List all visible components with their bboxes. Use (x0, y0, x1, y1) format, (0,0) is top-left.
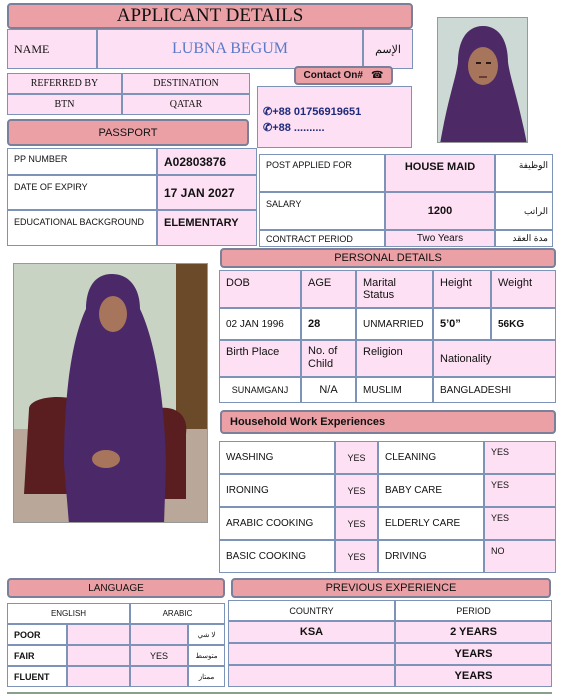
contact-label: Contact On# (303, 70, 363, 81)
marital-value: UNMARRIED (356, 308, 433, 340)
children-value: N/A (301, 377, 356, 403)
contact-box (257, 86, 412, 148)
language-level-arabic: ممتاز (188, 666, 225, 687)
contract-arabic: مدة العقد (495, 230, 553, 247)
period-column-header: PERIOD (395, 600, 552, 621)
previous-experience-header (231, 578, 551, 598)
english-level-value (67, 666, 130, 687)
pp-number-label: PP NUMBER (7, 148, 157, 175)
whatsapp-icon: ✆ (263, 122, 273, 134)
language-level: FLUENT (7, 666, 67, 687)
title-bar (7, 3, 413, 29)
children-label: No. of Child (301, 340, 356, 377)
weight-value: 56KG (491, 308, 556, 340)
referred-by-value: BTN (7, 94, 122, 115)
language-level: POOR (7, 624, 67, 645)
household-answer: NO (484, 540, 556, 573)
arabic-column-header: ARABIC (130, 603, 225, 624)
destination-value: QATAR (122, 94, 250, 115)
page-title: APPLICANT DETAILS (116, 5, 304, 26)
passport-header-text: PASSPORT (98, 126, 158, 139)
age-label: AGE (301, 270, 356, 308)
birthplace-value: SUNAMGANJ (219, 377, 301, 403)
experience-period: 2 YEARS (395, 621, 552, 643)
experience-country (228, 643, 395, 665)
contract-label: CONTRACT PERIOD (259, 230, 385, 247)
household-answer: YES (335, 507, 378, 540)
height-label: Height (433, 270, 491, 308)
personal-details-header-text: PERSONAL DETAILS (334, 252, 442, 264)
dob-label: DOB (219, 270, 301, 308)
english-level-value (67, 645, 130, 666)
english-level-value (67, 624, 130, 645)
name-label: NAME (7, 29, 97, 69)
previous-experience-header-text: PREVIOUS EXPERIENCE (325, 582, 457, 594)
applicant-name: LUBNA BEGUM (97, 29, 363, 69)
household-task: BASIC COOKING (219, 540, 335, 573)
headshot-photo (437, 17, 528, 143)
arabic-level-value (130, 666, 188, 687)
salary-arabic: الراتب (495, 192, 553, 230)
experience-country (228, 665, 395, 687)
phone-2[interactable]: +88 .......... (272, 122, 325, 134)
english-column-header: ENGLISH (7, 603, 130, 624)
household-header (220, 410, 556, 434)
household-answer: YES (335, 474, 378, 507)
arabic-level-value: YES (130, 645, 188, 666)
referred-by-label: REFERRED BY (7, 73, 122, 94)
education-value: ELEMENTARY (157, 210, 257, 246)
experience-period: YEARS (395, 665, 552, 687)
marital-label: Marital Status (356, 270, 433, 308)
language-level-arabic: لا شي (188, 624, 225, 645)
household-task: IRONING (219, 474, 335, 507)
destination-label: DESTINATION (122, 73, 250, 94)
language-level: FAIR (7, 645, 67, 666)
household-task: ARABIC COOKING (219, 507, 335, 540)
salary-value: 1200 (385, 192, 495, 230)
household-header-text: Household Work Experiences (230, 416, 386, 428)
language-level-arabic: متوسط (188, 645, 225, 666)
full-body-photo (13, 263, 208, 523)
contract-value: Two Years (385, 230, 495, 247)
country-column-header: COUNTRY (228, 600, 395, 621)
phone-1[interactable]: +88 01756919651 (272, 106, 362, 118)
age-value: 28 (301, 308, 356, 340)
post-arabic: الوظيفة (495, 154, 553, 192)
nationality-label: Nationality (433, 340, 556, 377)
telephone-icon: ☎ (370, 70, 384, 81)
passport-header (7, 119, 249, 146)
salary-label: SALARY (259, 192, 385, 230)
whatsapp-icon: ✆ (263, 106, 273, 118)
nationality-value: BANGLADESHI (433, 377, 556, 403)
household-answer: YES (484, 474, 556, 507)
religion-label: Religion (356, 340, 433, 377)
personal-details-header (220, 248, 556, 268)
experience-country: KSA (228, 621, 395, 643)
birthplace-label: Birth Place (219, 340, 301, 377)
religion-value: MUSLIM (356, 377, 433, 403)
expiry-date: 17 JAN 2027 (157, 175, 257, 210)
height-value: 5’0” (433, 308, 491, 340)
household-answer: YES (335, 540, 378, 573)
pp-number: A02803876 (157, 148, 257, 175)
post-value: HOUSE MAID (385, 154, 495, 192)
education-label: EDUCATIONAL BACKGROUND (7, 210, 157, 246)
bottom-divider (7, 692, 552, 694)
dob-value: 02 JAN 1996 (219, 308, 301, 340)
household-task: CLEANING (378, 441, 484, 474)
household-answer: YES (484, 441, 556, 474)
household-task: DRIVING (378, 540, 484, 573)
arabic-level-value (130, 624, 188, 645)
household-answer: YES (484, 507, 556, 540)
household-task: BABY CARE (378, 474, 484, 507)
post-label: POST APPLIED FOR (259, 154, 385, 192)
expiry-label: DATE OF EXPIRY (7, 175, 157, 210)
weight-label: Weight (491, 270, 556, 308)
household-answer: YES (335, 441, 378, 474)
household-table (219, 441, 556, 573)
experience-period: YEARS (395, 643, 552, 665)
language-header-text: LANGUAGE (88, 582, 144, 594)
contact-header (294, 66, 393, 85)
language-header (7, 578, 225, 598)
household-task: WASHING (219, 441, 335, 474)
name-arabic-label: الإسم (363, 29, 413, 69)
household-task: ELDERLY CARE (378, 507, 484, 540)
